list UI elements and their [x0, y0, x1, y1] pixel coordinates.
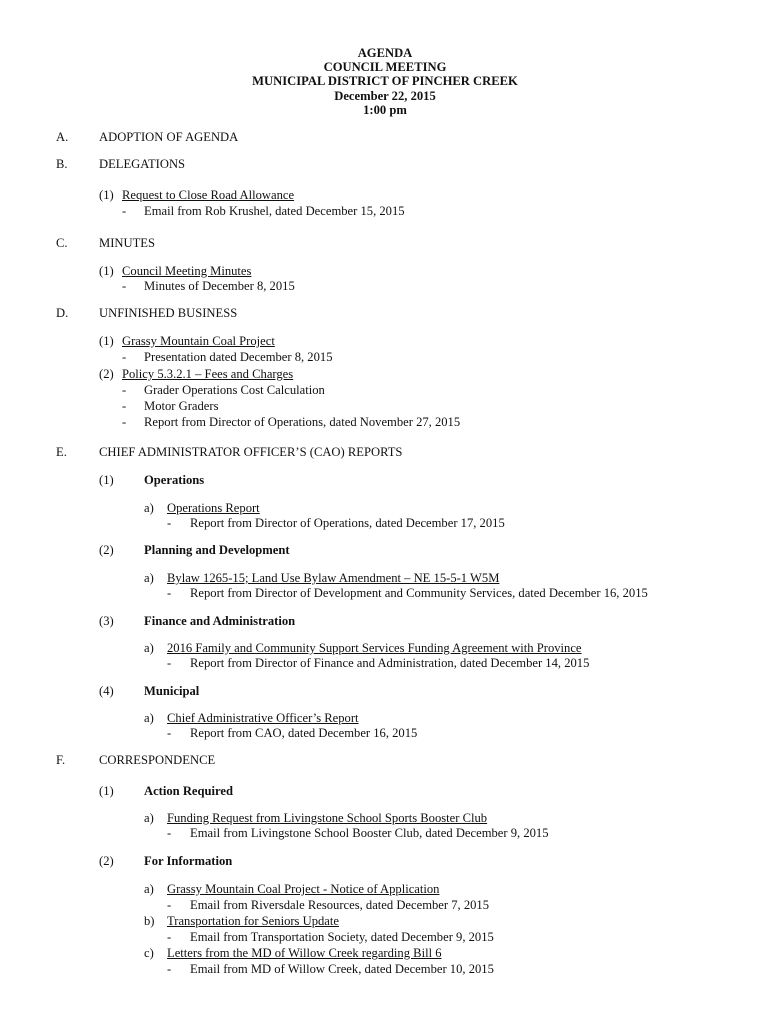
item-title: Grassy Mountain Coal Project - Notice of Application	[167, 882, 440, 896]
section-letter: C.	[56, 236, 68, 250]
item-title: Chief Administrative Officer’s Report	[167, 711, 359, 725]
subsection-title: Municipal	[144, 684, 200, 698]
item-title: Funding Request from Livingstone School Sports Booster Club	[167, 811, 488, 825]
section-title: ADOPTION OF AGENDA	[99, 130, 239, 144]
header-date: December 22, 2015	[334, 88, 436, 103]
bullet-dash: -	[122, 279, 127, 293]
section-title: CORRESPONDENCE	[99, 753, 216, 767]
item-title: Letters from the MD of Willow Creek regarding Bill 6	[167, 946, 442, 960]
subsection-title: For Information	[144, 854, 233, 868]
item-title: Grassy Mountain Coal Project	[122, 334, 275, 348]
item-label: a)	[144, 711, 154, 725]
item-detail: Report from Director of Operations, dated December 17, 2015	[190, 516, 505, 530]
item-detail: Email from MD of Willow Creek, dated December 10, 2015	[190, 962, 494, 976]
bullet-dash: -	[167, 898, 172, 912]
item-label: a)	[144, 641, 154, 655]
section-letter: D.	[56, 306, 69, 320]
section-title: CHIEF ADMINISTRATOR OFFICER’S (CAO) REPORTS	[99, 445, 403, 459]
bullet-dash: -	[167, 516, 172, 530]
bullet-dash: -	[167, 586, 172, 600]
subsection-title: Operations	[144, 473, 205, 487]
header-title: AGENDA	[357, 46, 413, 60]
subsection-number: (1)	[99, 473, 114, 487]
item-title: Transportation for Seniors Update	[167, 914, 339, 928]
item-number: (1)	[99, 188, 114, 202]
bullet-dash: -	[167, 962, 172, 976]
item-label: a)	[144, 571, 154, 585]
header-meeting: COUNCIL MEETING	[323, 60, 447, 75]
bullet-dash: -	[167, 930, 172, 944]
item-detail: Email from Rob Krushel, dated December 15, 2015	[144, 204, 405, 218]
item-title: Operations Report	[167, 501, 260, 515]
section-title: DELEGATIONS	[99, 157, 186, 171]
item-title: Policy 5.3.2.1 – Fees and Charges	[122, 367, 294, 381]
header-time: 1:00 pm	[363, 102, 407, 117]
item-detail: Grader Operations Cost Calculation	[144, 383, 325, 397]
section-letter: F.	[56, 753, 66, 767]
item-number: (1)	[99, 334, 114, 348]
section-letter: E.	[56, 445, 67, 459]
item-detail: Report from Director of Finance and Administration, dated December 14, 2015	[190, 656, 590, 670]
item-detail: Motor Graders	[144, 399, 219, 413]
header-district: MUNICIPAL DISTRICT OF PINCHER CREEK	[252, 74, 518, 89]
item-title: Request to Close Road Allowance	[122, 188, 295, 202]
subsection-title: Action Required	[144, 784, 233, 798]
agenda-header	[0, 46, 770, 117]
subsection-title: Finance and Administration	[144, 614, 296, 628]
bullet-dash: -	[167, 726, 172, 740]
bullet-dash: -	[122, 415, 127, 429]
bullet-dash: -	[122, 350, 127, 364]
subsection-number: (2)	[99, 543, 114, 557]
item-number: (2)	[99, 367, 114, 381]
subsection-title: Planning and Development	[144, 543, 290, 557]
subsection-number: (3)	[99, 614, 114, 628]
item-label: c)	[144, 946, 154, 960]
bullet-dash: -	[167, 656, 172, 670]
bullet-dash: -	[122, 399, 127, 413]
item-detail: Presentation dated December 8, 2015	[144, 350, 333, 364]
section-letter: A.	[56, 130, 69, 144]
item-title: 2016 Family and Community Support Services Funding Agreement with Province	[167, 641, 582, 655]
subsection-number: (2)	[99, 854, 114, 868]
bullet-dash: -	[122, 383, 127, 397]
section-title: UNFINISHED BUSINESS	[99, 306, 238, 320]
item-detail: Email from Livingstone School Booster Club, dated December 9, 2015	[190, 826, 549, 840]
subsection-number: (1)	[99, 784, 114, 798]
item-detail: Report from Director of Development and Community Services, dated December 16, 2015	[190, 586, 648, 600]
item-title: Council Meeting Minutes	[122, 264, 252, 278]
item-number: (1)	[99, 264, 114, 278]
item-label: a)	[144, 501, 154, 515]
section-title: MINUTES	[99, 236, 155, 250]
item-detail: Minutes of December 8, 2015	[144, 279, 295, 293]
item-label: a)	[144, 811, 154, 825]
subsection-number: (4)	[99, 684, 114, 698]
bullet-dash: -	[167, 826, 172, 840]
item-detail: Report from CAO, dated December 16, 2015	[190, 726, 418, 740]
section-letter: B.	[56, 157, 68, 171]
item-label: a)	[144, 882, 154, 896]
item-detail: Report from Director of Operations, dated November 27, 2015	[144, 415, 461, 429]
item-label: b)	[144, 914, 155, 928]
item-title: Bylaw 1265-15; Land Use Bylaw Amendment – NE 15-5-1 W5M	[167, 571, 500, 585]
bullet-dash: -	[122, 204, 127, 218]
item-detail: Email from Transportation Society, dated December 9, 2015	[190, 930, 494, 944]
item-detail: Email from Riversdale Resources, dated December 7, 2015	[190, 898, 490, 912]
